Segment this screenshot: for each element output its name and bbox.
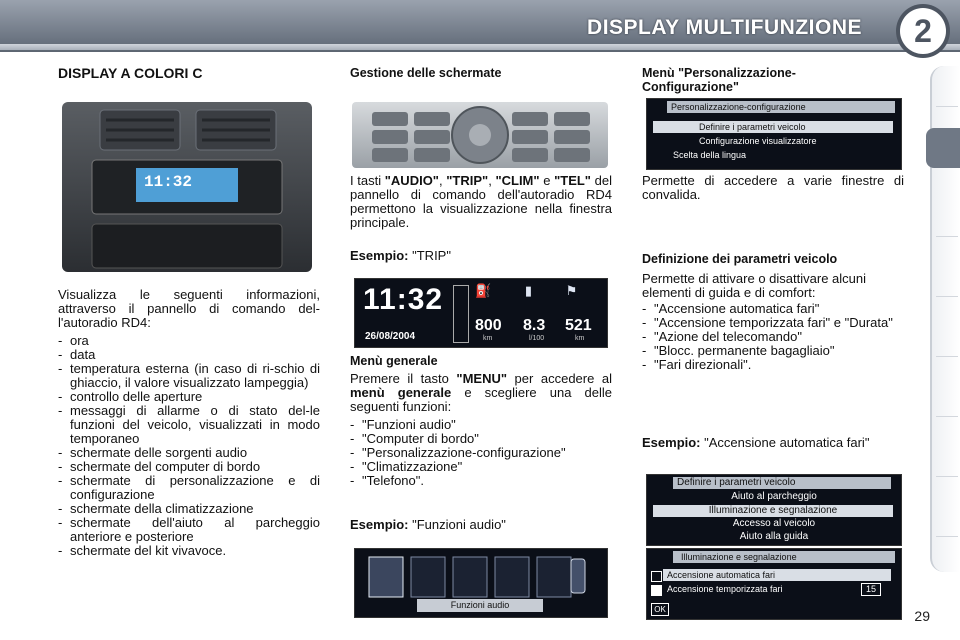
trip-value-1: 800 — [475, 317, 502, 334]
chapter-badge: 2 — [900, 8, 946, 54]
trip-date: 26/08/2004 — [365, 331, 416, 342]
menu-term: menù generale — [350, 385, 452, 400]
config-row: Configurazione visualizzatore — [699, 136, 817, 146]
list-item: - "Telefono". — [350, 474, 612, 488]
example-label: Esempio: — [642, 435, 701, 450]
lighting-screen — [646, 548, 902, 620]
text-run: e — [539, 173, 555, 188]
params-screen — [646, 474, 902, 546]
list-item: - "Climatizzazione" — [350, 460, 612, 474]
text-run: , — [438, 173, 447, 188]
config-row-selected: Definire i parametri veicolo — [653, 121, 893, 133]
section-title: DISPLAY A COLORI C — [58, 65, 203, 81]
section-title: Menù generale — [350, 354, 438, 368]
dashboard-clock: 11:32 — [144, 173, 193, 191]
list-item: - schermate della climatizzazione — [58, 502, 320, 516]
side-tab-active[interactable] — [926, 128, 960, 168]
text-run: I tasti — [350, 173, 385, 188]
left-body — [58, 288, 320, 558]
intro-text: Visualizza le seguenti informazioni, attraverso il pannello di comando del-l'autoradio RD4: — [58, 287, 320, 330]
side-tab-divider — [936, 536, 958, 537]
audio-screen — [354, 548, 608, 618]
clim-key-label: "CLIM" — [495, 173, 540, 188]
ok-button[interactable]: OK — [651, 603, 669, 616]
trip-clock: 11:32 — [363, 283, 444, 316]
side-tab-divider — [936, 476, 958, 477]
example-value: "TRIP" — [408, 248, 451, 263]
list-item: - "Fari direzionali". — [642, 358, 904, 372]
trip-key-label: "TRIP" — [446, 173, 489, 188]
example-params — [642, 436, 904, 450]
car-fuel-icon: ⛽ — [475, 283, 492, 298]
control-panel-photo — [352, 102, 608, 168]
list-item: - "Personalizzazione-configurazione" — [350, 446, 612, 460]
params-section — [642, 252, 904, 372]
text-run: e scegliere una delle seguenti funzioni: — [350, 385, 612, 414]
params-intro: Permette di attivare o disattivare alcuni elementi di guida e di comfort: — [642, 271, 866, 300]
list-item: - "Azione del telecomando" — [642, 330, 904, 344]
list-item: - messaggi di allarme o di stato del-le funzioni del veicolo, visualizzati in modo temporaneo — [58, 404, 320, 446]
config-desc: Permette di accedere a varie finestre di convalida. — [642, 173, 904, 202]
list-item: - "Accensione automatica fari" — [642, 302, 904, 316]
config-row: Scelta della lingua — [673, 150, 747, 160]
example-label: Esempio: — [350, 248, 409, 263]
list-item: - temperatura esterna (in caso di ri-schio di ghiaccio, il valore visualizzato lampeggia) — [58, 362, 320, 390]
menu-section — [350, 354, 612, 488]
side-tab-divider — [936, 416, 958, 417]
lighting-row: Accensione temporizzata fari — [667, 584, 783, 594]
side-tab-divider — [936, 106, 958, 107]
text-run: del pannello di comando dell'autoradio RD4 permettono la visualizzazione nella finestra principale. — [350, 173, 612, 230]
audio-key-label: "AUDIO" — [384, 173, 439, 188]
params-row: Aiuto alla guida — [739, 531, 809, 542]
fuel-drop-icon: ▮ — [524, 283, 532, 298]
column-middle — [350, 66, 612, 80]
trip-value-2: 8.3 — [523, 317, 546, 334]
checkbox-timed-lights[interactable] — [651, 585, 662, 596]
list-item: - schermate del computer di bordo — [58, 460, 320, 474]
example-value: "Funzioni audio" — [408, 517, 506, 532]
menu-list — [350, 418, 612, 488]
config-screen — [646, 98, 902, 170]
params-list — [642, 302, 904, 372]
info-list — [58, 334, 320, 558]
menu-key-label: "MENU" — [456, 371, 508, 386]
list-item: - schermate del kit vivavoce. — [58, 544, 320, 558]
keys-paragraph-wrap — [350, 174, 612, 230]
side-tab-divider — [936, 236, 958, 237]
params-header: Definire i parametri veicolo — [673, 477, 891, 489]
trip-unit-1: km — [483, 335, 493, 342]
control-panel-illustration — [352, 102, 608, 168]
side-tab-divider — [936, 356, 958, 357]
text-run: , — [488, 173, 496, 188]
params-row: Accesso al veicolo — [732, 518, 816, 529]
section-title: Definizione dei parametri veicolo — [642, 252, 838, 266]
dashboard-photo — [62, 102, 312, 272]
list-item: - schermate di personalizzazione e di configurazione — [58, 474, 320, 502]
column-right — [642, 66, 904, 94]
config-header: Personalizzazione-configurazione — [667, 101, 895, 113]
trip-unit-2: l/100 — [529, 335, 545, 342]
list-item: - "Accensione temporizzata fari" e "Durata" — [642, 316, 904, 330]
side-tab-divider — [936, 296, 958, 297]
trip-value-3: 521 — [565, 317, 592, 334]
duration-value[interactable]: 15 — [861, 583, 881, 596]
header-stripe — [0, 44, 960, 50]
list-item: - schermate dell'aiuto al parcheggio anteriore e posteriore — [58, 516, 320, 544]
list-item: - schermate delle sorgenti audio — [58, 446, 320, 460]
example-trip — [350, 249, 612, 263]
list-item: - "Blocc. permanente bagagliaio" — [642, 344, 904, 358]
list-item: - data — [58, 348, 320, 362]
lighting-row-selected: Accensione automatica fari — [663, 569, 891, 581]
list-item: - "Funzioni audio" — [350, 418, 612, 432]
config-desc-wrap — [642, 174, 904, 202]
page-number: 29 — [914, 608, 930, 624]
list-item: - ora — [58, 334, 320, 348]
text-run: Premere il tasto — [350, 371, 457, 386]
example-value: "Accensione automatica fari" — [700, 435, 870, 450]
lighting-header: Illuminazione e segnalazione — [673, 551, 895, 563]
audio-caption: Funzioni audio — [417, 599, 543, 612]
tel-key-label: "TEL" — [554, 173, 591, 188]
trip-unit-3: km — [575, 335, 585, 342]
params-row: Aiuto al parcheggio — [731, 491, 817, 502]
page-title: DISPLAY MULTIFUNZIONE — [587, 16, 862, 39]
trip-selector — [453, 285, 469, 343]
trip-screen — [354, 278, 608, 348]
example-label: Esempio: — [350, 517, 409, 532]
section-title: Gestione delle schermate — [350, 66, 502, 80]
flag-icon: ⚑ — [565, 283, 578, 298]
list-item: - "Computer di bordo" — [350, 432, 612, 446]
list-item: - controllo delle aperture — [58, 390, 320, 404]
trip-icons-row — [475, 283, 595, 303]
checkbox-auto-lights[interactable] — [651, 571, 662, 582]
keys-paragraph — [350, 174, 612, 230]
text-run: per accedere al — [507, 371, 612, 386]
params-row-selected: Illuminazione e segnalazione — [653, 505, 893, 517]
menu-paragraph — [350, 372, 612, 414]
column-left — [58, 66, 320, 80]
example-audio — [350, 518, 612, 532]
section-title: Menù "Personalizzazione-Configurazione" — [642, 66, 796, 94]
